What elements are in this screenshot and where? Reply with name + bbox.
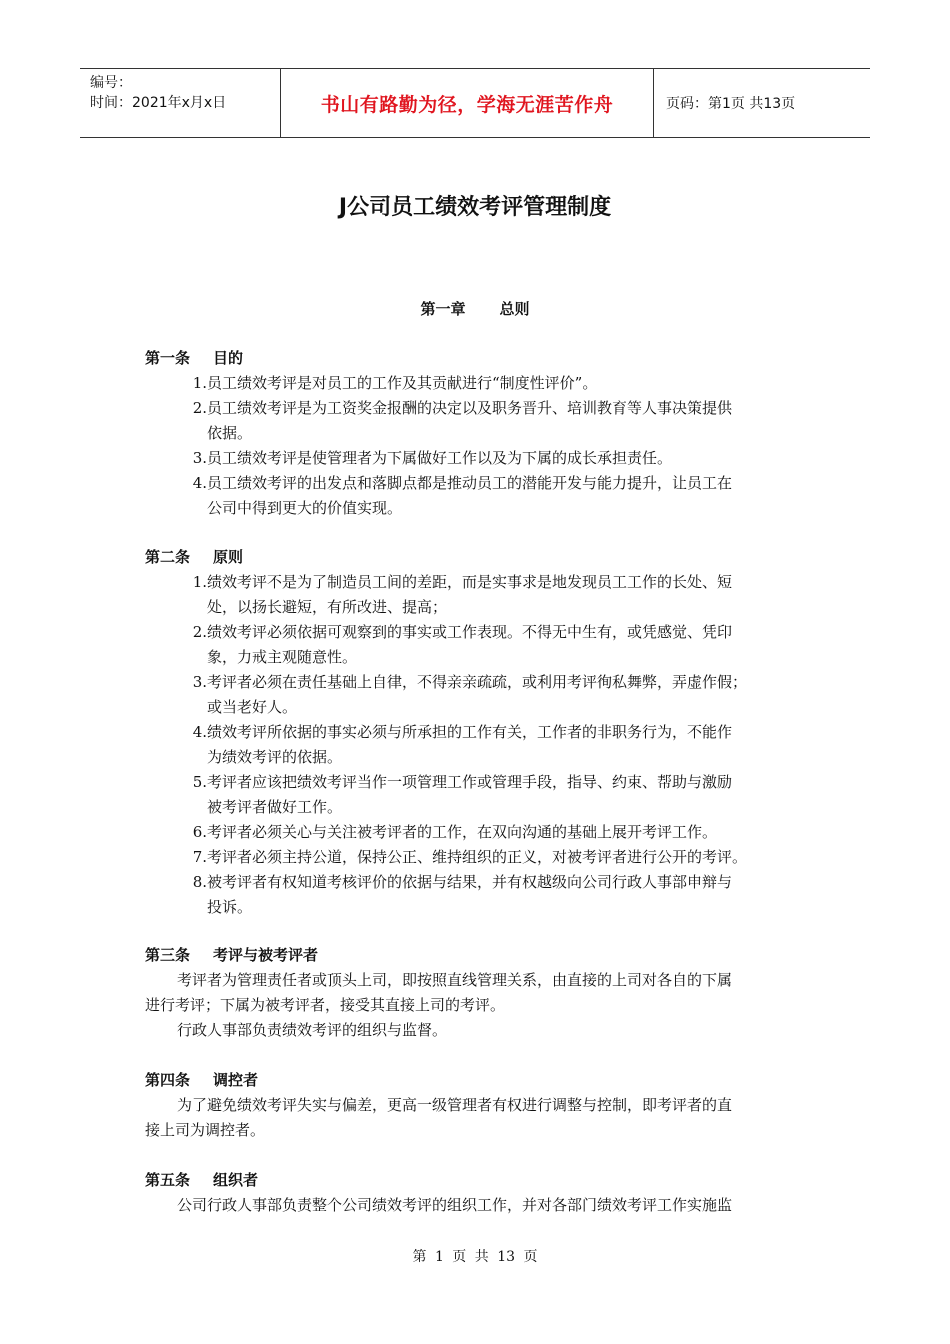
paragraph-line: 接上司为调控者。 [145,1121,266,1139]
list-item [145,820,813,845]
item-text: 员工绩效考评的出发点和落脚点都是推动员工的潜能开发与能力提升，让员工在 [207,474,733,492]
item-text: 员工绩效考评是使管理者为下属做好工作以及为下属的成长承担责任。 [207,449,673,467]
paragraph [145,1093,813,1118]
list-item [145,471,813,521]
item-number: 2. [192,399,207,417]
paragraph-line: 公司行政人事部负责整个公司绩效考评的组织工作，并对各部门绩效考评工作实施监 [177,1196,733,1214]
list-item [145,845,813,870]
item-text: 处，以扬长避短，有所改进、提高； [207,598,448,616]
item-text: 被考评者做好工作。 [207,798,343,816]
article-title: 调控者 [213,1071,259,1089]
article-heading [145,1168,813,1193]
list-item [145,670,813,720]
header-page-info: 页码：第1页 共13页 [666,96,796,112]
item-number: 1. [192,573,207,591]
item-text: 象，力戒主观随意性。 [207,648,358,666]
item-text: 被考评者有权知道考核评价的依据与结果，并有权越级向公司行政人事部申辩与 [207,873,733,891]
list-item [145,870,813,920]
header-motto: 书山有路勤为径，学海无涯苦作舟 [281,69,654,137]
item-number: 3. [192,449,207,467]
article-title: 考评与被考评者 [213,946,319,964]
article-number: 第三条 [145,946,191,964]
item-text: 考评者应该把绩效考评当作一项管理工作或管理手段，指导、约束、帮助与激励 [207,773,733,791]
article-4 [145,1068,813,1143]
article-5 [145,1168,813,1218]
article-title: 目的 [213,349,244,367]
item-text: 公司中得到更大的价值实现。 [207,499,403,517]
item-number: 5. [192,773,207,791]
header-date: 时间：2021年x月x日 [90,95,227,111]
article-heading [145,346,813,371]
paragraph [145,968,813,993]
header-serial: 编号： [90,75,132,91]
paragraph-line: 行政人事部负责绩效考评的组织与监督。 [177,1021,448,1039]
article-number: 第二条 [145,548,191,566]
article-3 [145,943,813,1043]
list-item [145,446,813,471]
article-title: 原则 [213,548,244,566]
chapter-heading [0,298,950,319]
item-text: 绩效考评不是为了制造员工间的差距，而是实事求是地发现员工工作的长处、短 [207,573,733,591]
article-1 [145,346,813,521]
list-item [145,570,813,620]
paragraph [145,1018,813,1043]
item-text: 考评者必须关心与关注被考评者的工作，在双向沟通的基础上展开考评工作。 [207,823,718,841]
item-text: 员工绩效考评是为工资奖金报酬的决定以及职务晋升、培训教育等人事决策提供 [207,399,733,417]
list-item [145,770,813,820]
item-text: 考评者必须主持公道，保持公正、维持组织的正义，对被考评者进行公开的考评。 [207,848,748,866]
document-header [80,68,870,138]
article-heading [145,545,813,570]
item-text: 绩效考评必须依据可观察到的事实或工作表现。不得无中生有，或凭感觉、凭印 [207,623,733,641]
article-number: 第五条 [145,1171,191,1189]
article-2 [145,545,813,920]
list-item [145,371,813,396]
item-text: 依据。 [207,424,253,442]
item-text: 绩效考评所依据的事实必须与所承担的工作有关，工作者的非职务行为，不能作 [207,723,733,741]
article-number: 第一条 [145,349,191,367]
header-meta [80,69,281,137]
list-item [145,620,813,670]
page-footer: 第 1 页 共 13 页 [412,1249,538,1265]
paragraph-line: 考评者为管理责任者或顶头上司，即按照直线管理关系，由直接的上司对各自的下属 [177,971,733,989]
paragraph-line: 为了避免绩效考评失实与偏差，更高一级管理者有权进行调整与控制，即考评者的直 [177,1096,733,1114]
item-number: 4. [192,723,207,741]
item-text: 或当老好人。 [207,698,298,716]
item-number: 2. [192,623,207,641]
item-text: 投诉。 [207,898,253,916]
chapter-number: 第一章 [420,300,466,318]
item-number: 8. [192,873,207,891]
item-text: 员工绩效考评是对员工的工作及其贡献进行“制度性评价”。 [207,374,598,392]
item-number: 7. [192,848,207,866]
item-number: 3. [192,673,207,691]
paragraph-line: 进行考评；下属为被考评者，接受其直接上司的考评。 [145,996,506,1014]
chapter-name: 总则 [499,300,530,318]
item-number: 1. [192,374,207,392]
list-item [145,396,813,446]
document-title: J公司员工绩效考评管理制度 [338,195,612,220]
article-heading [145,943,813,968]
list-item [145,720,813,770]
paragraph [145,1193,813,1218]
item-text: 为绩效考评的依据。 [207,748,343,766]
article-number: 第四条 [145,1071,191,1089]
item-number: 6. [192,823,207,841]
item-text: 考评者必须在责任基础上自律，不得亲亲疏疏，或利用考评徇私舞弊，弄虚作假； [207,673,748,691]
item-number: 4. [192,474,207,492]
article-heading [145,1068,813,1093]
article-title: 组织者 [213,1171,259,1189]
